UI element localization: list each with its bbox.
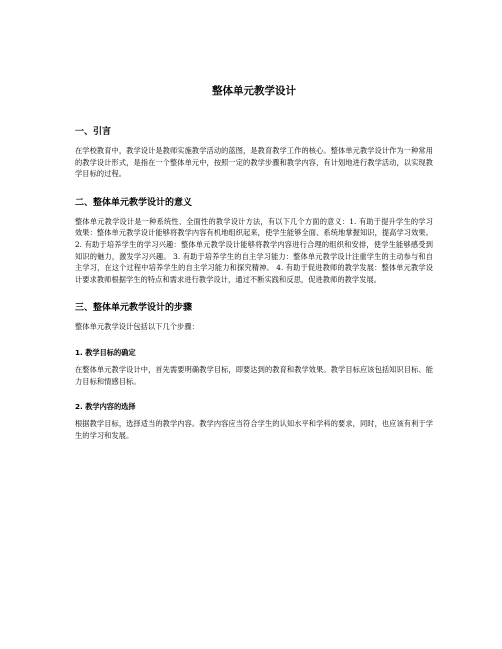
step-heading-content: 2. 教学内容的选择: [75, 402, 136, 412]
section-heading-introduction: 一、引言: [75, 127, 112, 137]
step-paragraph-objectives: 在整体单元教学设计中，首先需要明确教学目标，即要达到的教育和教学效果。教学目标应该包括知识目标、能力目标和情感目标。: [75, 364, 433, 386]
document-body: [75, 84, 433, 441]
section-paragraph-introduction: 在学校教育中，教学设计是教师实施教学活动的蓝图，是教育教学工作的核心。整体单元教学设计作为一种常用的教学设计形式，是指在一个整体单元中，按照一定的教学步骤和教学内容，有计划地进行教学活动，以实现教学目标的过程。: [75, 146, 433, 179]
section-heading-steps: 三、整体单元教学设计的步骤: [75, 303, 193, 314]
step-paragraph-content: 根据教学目标，选择适当的教学内容。教学内容应当符合学生的认知水平和学科的要求，同时，也应该有利于学生的学习和发展。: [75, 419, 433, 440]
section-heading-significance: 二、整体单元教学设计的意义: [75, 197, 193, 208]
section-paragraph-steps-intro: 整体单元教学设计包括以下几个步骤：: [75, 322, 199, 332]
step-heading-objectives: 1. 教学目标的确定: [75, 347, 136, 357]
section-paragraph-significance: 整体单元教学设计是一种系统性、全面性的教学设计方法，有以下几个方面的意义：1. 有助于提升学生的学习效果：整体单元教学设计能够将教学内容有机地组织起来，使学生能够全面、系统地掌握知识，提高学习效果。 2. 有助于培养学生的学习兴趣：整体单元教学设计能够将教学内容进行合理的组织和安排，使学生能够感受到知识的魅力，激发学习兴趣。 3. 有助于培养学生的自主学习能力：整体单元教学设计注重学生的主动参与和自主学习，在这个过程中培养学生的自主学习能力和探究精神。 4. 有助于促进教师的教学发展：整体单元教学设计要求教师根据学生的特点和需求进行教学设计，通过不断实践和反思，促进教师的教学发展。: [75, 216, 433, 284]
document-title: 整体单元教学设计: [212, 85, 296, 97]
